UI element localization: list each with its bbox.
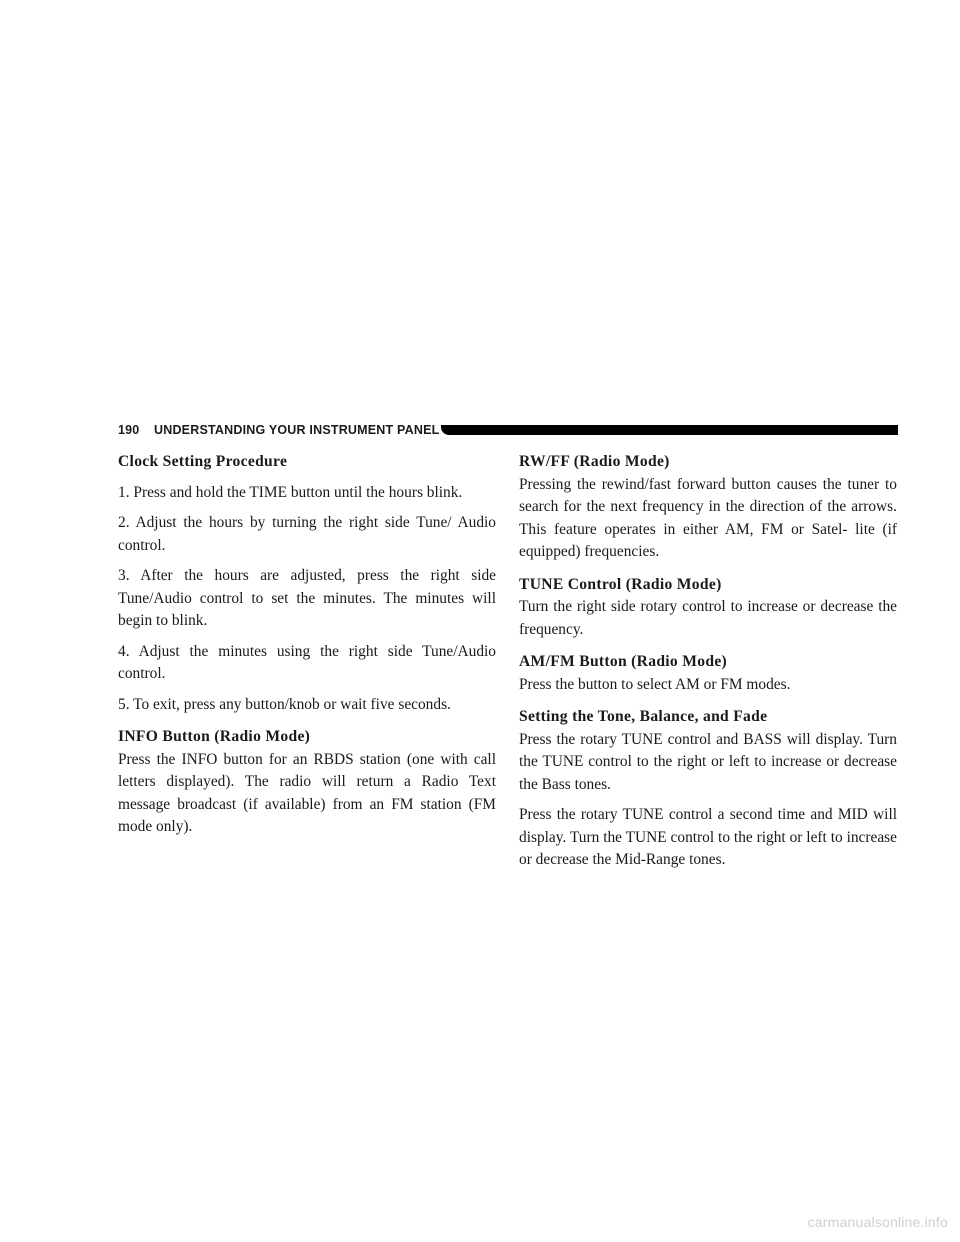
info-button-body: Press the INFO button for an RBDS station (one with call letters displayed). The radio will return a Radio Text message broadcast (if available) from an FM station (FM mode only). — [118, 750, 496, 835]
footer-watermark: carmanualsonline.info — [807, 1214, 948, 1230]
rwff-heading: RW/FF (Radio Mode) — [519, 453, 670, 470]
clock-step-1: 1. Press and hold the TIME button until the hours blink. — [118, 483, 463, 501]
rwff-body: Pressing the rewind/fast forward button causes the tuner to search for the next frequency in the direction of the arrows. This feature operates in either AM, FM or Satel- lite (if equipped) frequencies. — [519, 475, 897, 560]
tune-control-heading: TUNE Control (Radio Mode) — [519, 575, 722, 593]
clock-step-4: 4. Adjust the minutes using the right side Tune/Audio control. — [118, 642, 496, 682]
section-title: UNDERSTANDING YOUR INSTRUMENT PANEL — [154, 423, 440, 437]
tone-bass-paragraph: Press the rotary TUNE control and BASS will display. Turn the TUNE control to the right or left to increase or decrease the Bass tones. — [519, 730, 897, 793]
left-column — [118, 451, 496, 839]
tone-mid-paragraph: Press the rotary TUNE control a second time and MID will display. Turn the TUNE control to the right or left to increase or decrease the Mid-Range tones. — [519, 806, 897, 868]
header-rule — [441, 425, 898, 435]
clock-step-3: 3. After the hours are adjusted, press the right side Tune/Audio control to set the minutes. The minutes will begin to blink. — [118, 567, 496, 629]
info-button-heading: INFO Button (Radio Mode) — [118, 728, 311, 745]
clock-step-5: 5. To exit, press any button/knob or wait five seconds. — [118, 695, 451, 713]
amfm-button-body: Press the button to select AM or FM modes. — [519, 675, 791, 693]
page-number: 190 — [118, 423, 140, 437]
right-column — [519, 451, 897, 872]
page-header — [118, 422, 898, 438]
amfm-button-heading: AM/FM Button (Radio Mode) — [519, 653, 728, 670]
tune-control-body: Turn the right side rotary control to increase or decrease the frequency. — [519, 598, 897, 638]
clock-step-2: 2. Adjust the hours by turning the right side Tune/ Audio control. — [118, 514, 496, 554]
tone-balance-fade-heading: Setting the Tone, Balance, and Fade — [519, 708, 768, 725]
clock-setting-heading: Clock Setting Procedure — [118, 453, 288, 470]
